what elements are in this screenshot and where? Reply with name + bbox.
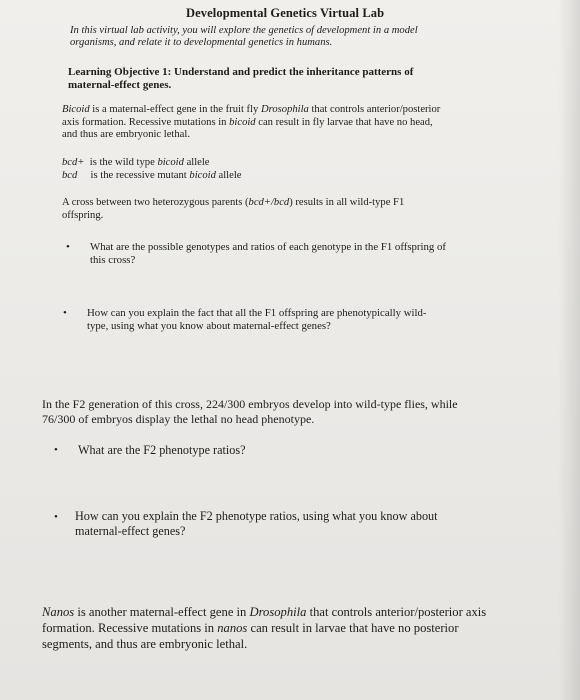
question-f2-explain: How can you explain the F2 phenotype ratios, using what you know about maternal-effect genes? xyxy=(75,509,438,538)
f2-paragraph: In the F2 generation of this cross, 224/300 embryos develop into wild-type flies, while 76/300 of embryos display the lethal no head phenotype. xyxy=(42,397,458,426)
intro-text: In this virtual lab activity, you will explore the genetics of development in a model organisms, and relate it to developmental genetics in humans. xyxy=(70,25,418,48)
bullet-marker: • xyxy=(54,444,58,456)
question-f2-ratios: What are the F2 phenotype ratios? xyxy=(78,443,246,457)
learning-objective: Learning Objective 1: Understand and predict the inheritance patterns of maternal-effect genes. xyxy=(68,66,414,91)
nanos-paragraph: Nanos is another maternal-effect gene in Drosophila that controls anterior/posterior axis formation. Recessive mutations in nanos can result in larvae that have no posterior segments, and thus are embryonic lethal. xyxy=(42,605,487,651)
bullet-marker: • xyxy=(66,241,70,253)
bullet-marker: • xyxy=(54,511,58,523)
document-title: Developmental Genetics Virtual Lab xyxy=(186,6,385,20)
question-f1-genotypes: What are the possible genotypes and ratios of each genotype in the F1 offspring of this cross? xyxy=(90,241,447,266)
question-f1-phenotype: How can you explain the fact that all the F1 offspring are phenotypically wild- type, using what you know about maternal-effect genes? xyxy=(87,307,427,332)
allele-definitions: bcd+ is the wild type bicoid allele bcd is the recessive mutant bicoid allele xyxy=(62,157,242,181)
cross-paragraph: A cross between two heterozygous parents (bcd+/bcd) results in all wild-type F1 offspring. xyxy=(62,197,405,221)
bicoid-paragraph: Bicoid is a maternal-effect gene in the fruit fly Drosophila that controls anterior/posterior axis formation. Recessive mutations in bicoid can result in fly larvae that have no head, and thus are embryonic lethal. xyxy=(62,104,441,141)
bullet-marker: • xyxy=(63,307,67,319)
